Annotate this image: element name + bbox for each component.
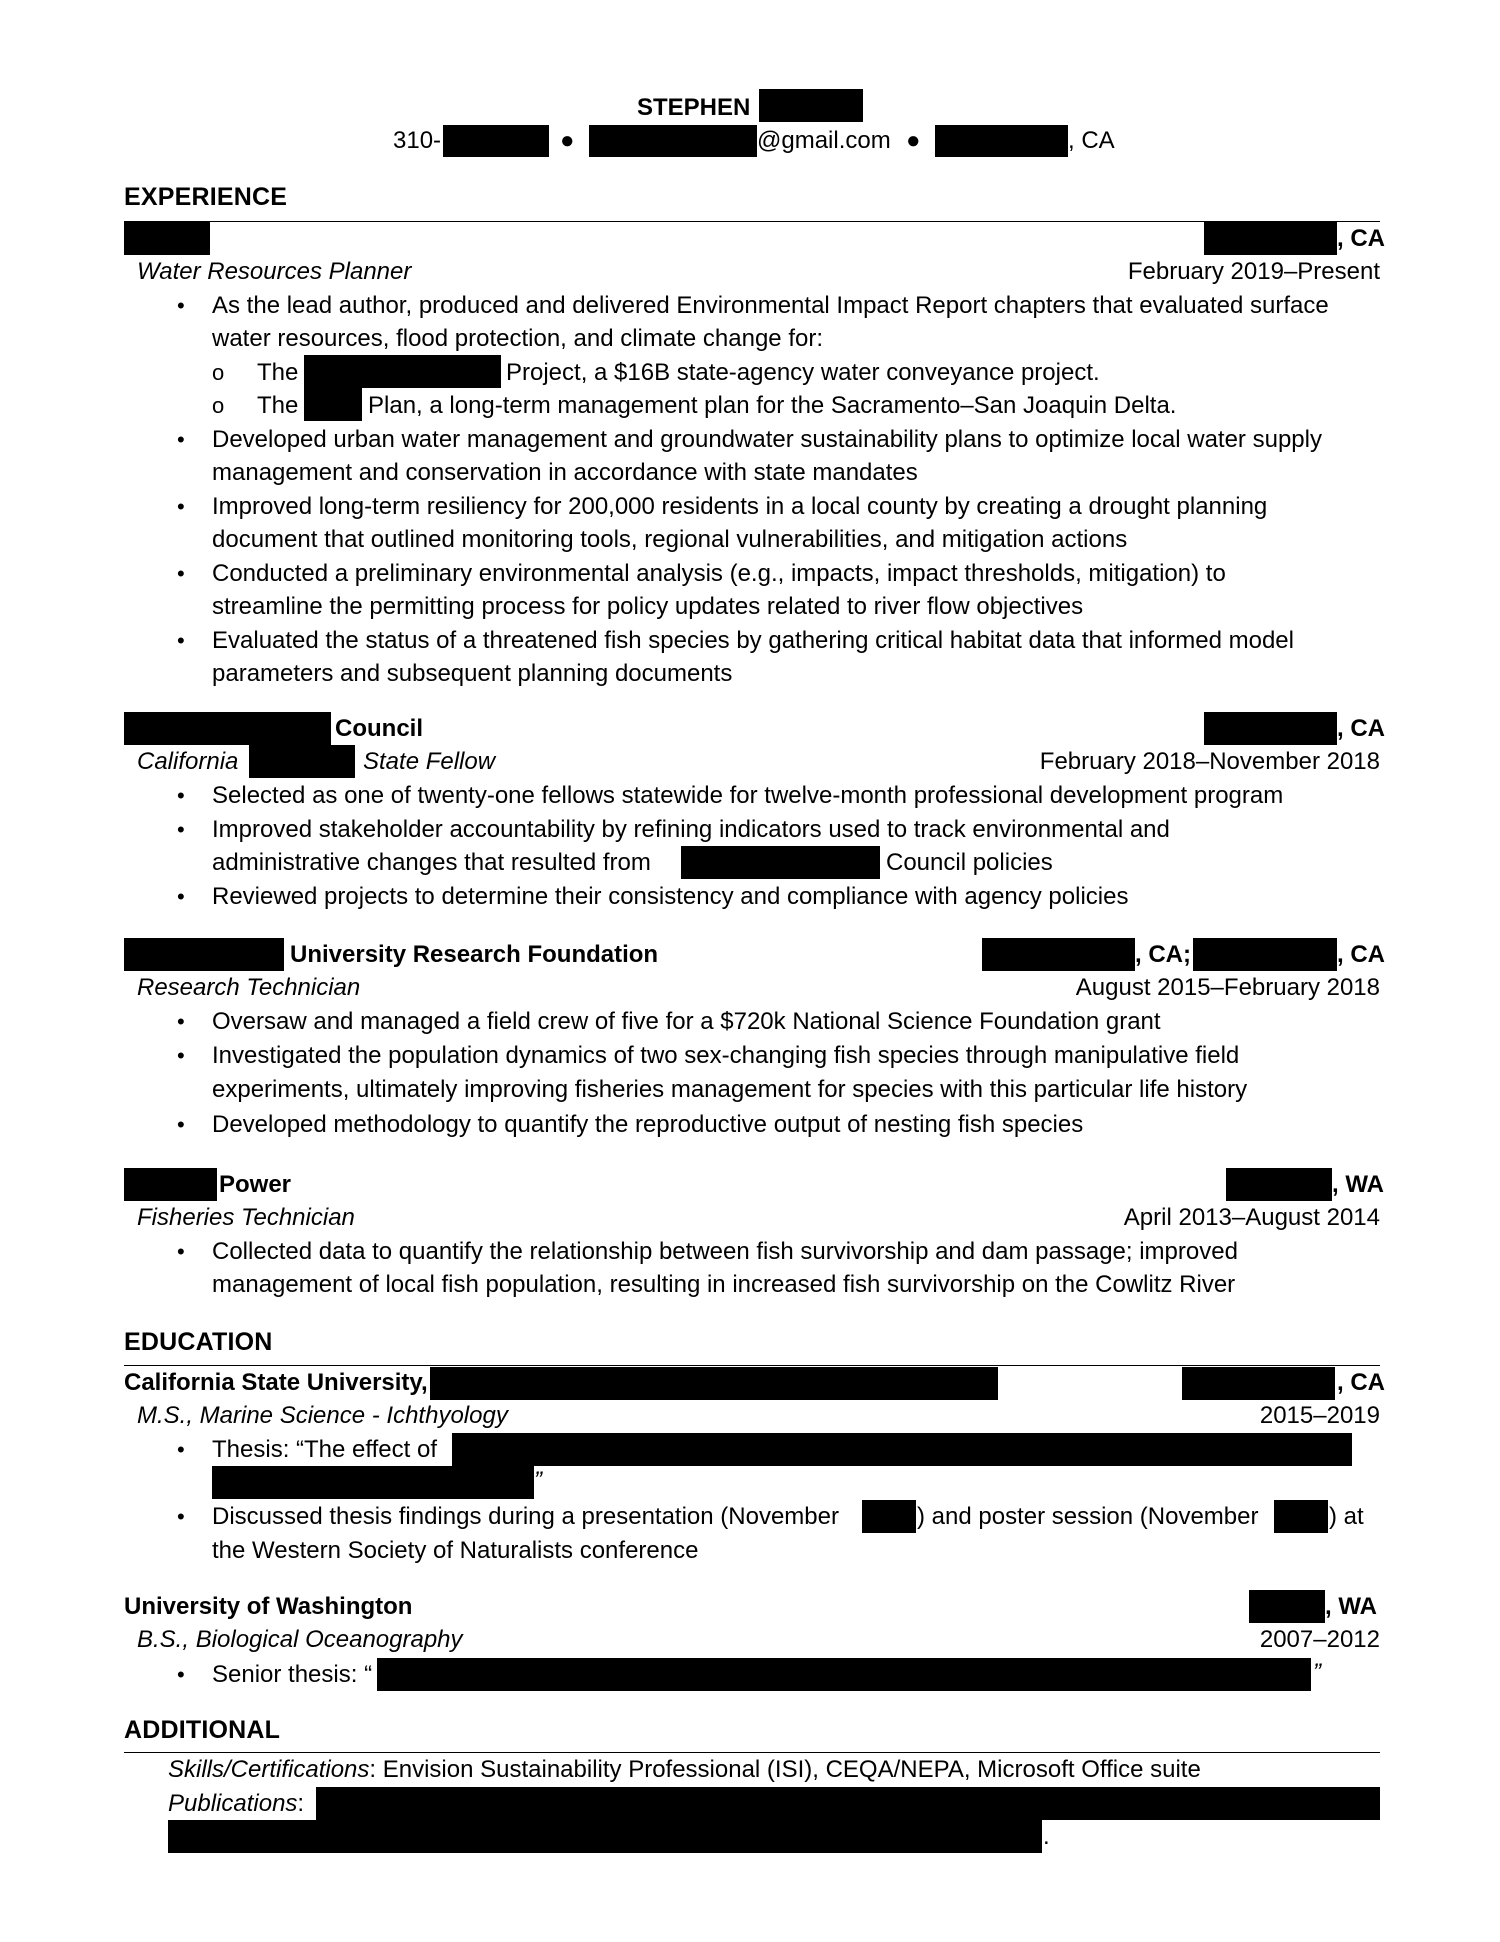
- redaction-city: [935, 125, 1068, 157]
- job-title: Fisheries Technician: [137, 1204, 355, 1231]
- publications-colon: :: [297, 1790, 305, 1817]
- bullet-text: streamline the permitting process for policy updates related to river flow objectives: [212, 593, 1084, 620]
- redaction-publication: [316, 1787, 1380, 1820]
- bullet-dot: •: [177, 1504, 185, 1529]
- thesis-close-quote: ”: [534, 1467, 542, 1494]
- skills-label: Skills/Certifications: [168, 1756, 370, 1783]
- bullet-text: water resources, flood protection, and climate change for:: [212, 325, 823, 352]
- redaction-campus: [430, 1367, 998, 1400]
- bullet-text: experiments, ultimately improving fisheries management for species with this particular life history: [212, 1076, 1248, 1103]
- bullet-text: document that outlined monitoring tools, regional vulnerabilities, and mitigation actions: [212, 526, 1128, 553]
- job-org: University Research Foundation: [290, 941, 659, 968]
- publications-line: [168, 1787, 304, 1820]
- redaction-city: [982, 938, 1135, 971]
- sub-bullet-text: Plan, a long-term management plan for the Sacramento–San Joaquin Delta.: [368, 392, 1177, 419]
- phone-prefix: 310-: [393, 127, 442, 154]
- section-title-education: EDUCATION: [124, 1328, 273, 1356]
- job-location: , WA: [1332, 1171, 1384, 1198]
- name-first: STEPHEN: [637, 94, 751, 121]
- publications-label: Publications: [168, 1790, 298, 1817]
- redaction-council: [681, 846, 880, 879]
- degree: M.S., Marine Science - Ichthyology: [137, 1402, 508, 1429]
- bullet-text: Investigated the population dynamics of two sex-changing fish species through manipulative field: [212, 1042, 1240, 1069]
- redaction-plan: [304, 388, 362, 421]
- redaction-thesis-title: [452, 1433, 1352, 1466]
- bullet-dot: •: [177, 1112, 185, 1137]
- publications-end: .: [1043, 1823, 1050, 1850]
- bullet-text: Conducted a preliminary environmental analysis (e.g., impacts, impact thresholds, mitigation) to: [212, 560, 1226, 587]
- degree: B.S., Biological Oceanography: [137, 1626, 463, 1653]
- redaction-city: [1182, 1367, 1335, 1400]
- job-title-lead: California: [137, 748, 239, 775]
- sub-bullet-dot: o: [212, 393, 225, 418]
- sub-bullet-lead: The: [257, 359, 299, 386]
- sub-bullet-dot: o: [212, 360, 225, 385]
- bullet-text: administrative changes that resulted from: [212, 849, 651, 876]
- location-state: , CA: [1068, 127, 1115, 154]
- job-title: Water Resources Planner: [137, 258, 412, 285]
- bullet-text: Collected data to quantify the relationship between fish survivorship and dam passage; improved: [212, 1238, 1238, 1265]
- job-dates: February 2019–Present: [1127, 258, 1380, 285]
- redaction-last-name: [759, 89, 863, 122]
- section-title-additional: ADDITIONAL: [124, 1716, 281, 1744]
- bullet-dot: •: [177, 1662, 185, 1687]
- sub-bullet-lead: The: [257, 392, 299, 419]
- bullet-dot: •: [177, 628, 185, 653]
- bullet-text: Developed urban water management and groundwater sustainability plans to optimize local water supply: [212, 426, 1322, 453]
- thesis-lead: Thesis: “The effect of: [212, 1436, 437, 1463]
- bullet-dot: •: [177, 494, 185, 519]
- job-location: , CA;: [1135, 941, 1191, 968]
- job-location: , CA: [1337, 715, 1385, 742]
- school-name: University of Washington: [124, 1593, 413, 1620]
- redaction-year: [862, 1500, 916, 1533]
- redaction-city: [1249, 1590, 1325, 1623]
- bullet-dot: •: [177, 1239, 185, 1264]
- bullet-text: Improved stakeholder accountability by refining indicators used to track environmental and: [212, 816, 1170, 843]
- job-title-tail: State Fellow: [363, 748, 496, 775]
- thesis-lead: Senior thesis: “: [212, 1661, 373, 1688]
- bullet-text: Selected as one of twenty-one fellows statewide for twelve-month professional development program: [212, 782, 1284, 809]
- redaction-title: [249, 745, 355, 778]
- redaction-org: [124, 222, 210, 255]
- redaction-year: [1274, 1500, 1328, 1533]
- redaction-project: [304, 355, 501, 388]
- redaction-publication: [168, 1820, 1042, 1853]
- redaction-city: [1193, 938, 1337, 971]
- redaction-phone: [443, 125, 549, 157]
- bullet-dot: •: [177, 783, 185, 808]
- bullet-dot: •: [177, 1437, 185, 1462]
- bullet-dot: •: [177, 884, 185, 909]
- bullet-text: ) at: [1329, 1503, 1364, 1530]
- degree-dates: 2015–2019: [1259, 1402, 1380, 1429]
- bullet-dot: •: [177, 561, 185, 586]
- job-org: Council: [335, 715, 423, 742]
- bullet-text: Improved long-term resiliency for 200,000 residents in a local county by creating a drought planning: [212, 493, 1268, 520]
- skills-text: : Envision Sustainability Professional (ISI), CEQA/NEPA, Microsoft Office suite: [369, 1756, 1201, 1783]
- school-location: , WA: [1325, 1593, 1377, 1620]
- job-location: , CA: [1337, 941, 1385, 968]
- job-dates: April 2013–August 2014: [1123, 1204, 1380, 1231]
- bullet-text: Discussed thesis findings during a presentation (November: [212, 1503, 839, 1530]
- header-separator: ●: [906, 127, 921, 154]
- header-separator: ●: [560, 127, 575, 154]
- bullet-text: the Western Society of Naturalists conference: [212, 1537, 699, 1564]
- job-location: , CA: [1337, 225, 1385, 252]
- bullet-dot: •: [177, 1043, 185, 1068]
- bullet-text: management of local fish population, resulting in increased fish survivorship on the Cowlitz River: [212, 1271, 1236, 1298]
- skills-line: [168, 1753, 1201, 1786]
- bullet-text: Evaluated the status of a threatened fish species by gathering critical habitat data that informed model: [212, 627, 1294, 654]
- email-domain: @gmail.com: [757, 127, 891, 154]
- redaction-org: [124, 938, 284, 971]
- redaction-thesis-title: [212, 1466, 534, 1499]
- bullet-text: Reviewed projects to determine their consistency and compliance with agency policies: [212, 883, 1129, 910]
- job-dates: August 2015–February 2018: [1075, 974, 1380, 1001]
- degree-dates: 2007–2012: [1259, 1626, 1380, 1653]
- redaction-city: [1226, 1168, 1332, 1201]
- bullet-text: Council policies: [886, 849, 1053, 876]
- section-title-experience: EXPERIENCE: [124, 183, 288, 211]
- bullet-text: management and conservation in accordance with state mandates: [212, 459, 918, 486]
- redaction-city: [1204, 712, 1337, 745]
- bullet-text: parameters and subsequent planning documents: [212, 660, 733, 687]
- bullet-text: Developed methodology to quantify the reproductive output of nesting fish species: [212, 1111, 1084, 1138]
- redaction-org: [124, 1168, 217, 1201]
- redaction-thesis-title: [377, 1658, 1311, 1691]
- school-location: , CA: [1337, 1369, 1385, 1396]
- school-name: California State University,: [124, 1369, 428, 1396]
- job-title: Research Technician: [137, 974, 361, 1001]
- bullet-text: Oversaw and managed a field crew of five for a $720k National Science Foundation grant: [212, 1008, 1161, 1035]
- redaction-email-user: [589, 125, 757, 157]
- bullet-dot: •: [177, 293, 185, 318]
- redaction-city: [1204, 222, 1337, 255]
- bullet-dot: •: [177, 817, 185, 842]
- redaction-org: [124, 712, 331, 745]
- bullet-dot: •: [177, 1009, 185, 1034]
- job-org: Power: [219, 1171, 292, 1198]
- sub-bullet-text: Project, a $16B state-agency water conveyance project.: [506, 359, 1100, 386]
- thesis-close-quote: ”: [1313, 1659, 1321, 1686]
- bullet-text: ) and poster session (November: [917, 1503, 1259, 1530]
- bullet-text: As the lead author, produced and delivered Environmental Impact Report chapters that evaluated surface: [212, 292, 1329, 319]
- section-rule: [124, 221, 1380, 222]
- bullet-dot: •: [177, 427, 185, 452]
- job-dates: February 2018–November 2018: [1039, 748, 1380, 775]
